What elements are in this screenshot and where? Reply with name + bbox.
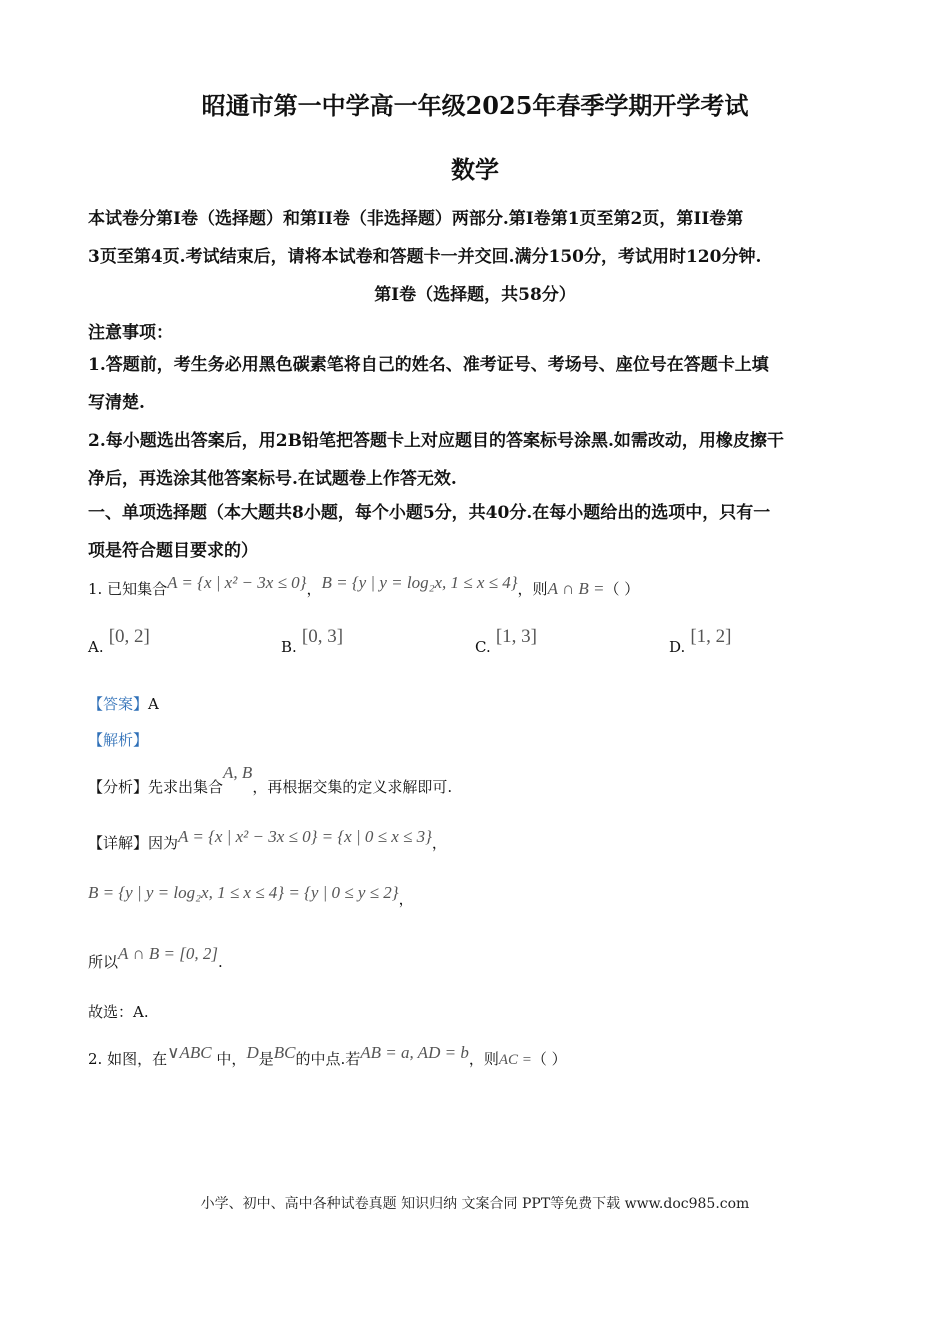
q1-set-b: B = {y | y = log₂x, 1 ≤ x ≤ 4} [321, 573, 518, 592]
q2-prefix: 2. 如图，在 [88, 1050, 168, 1068]
q1-paren: （ ） [604, 580, 640, 598]
part1-heading: 第I卷（选择题，共58分） [374, 285, 576, 305]
page-footer: 小学、初中、高中各种试卷真题 知识归纳 文案合同 PPT等免费下载 www.doc985.com [200, 1196, 750, 1212]
subject-title: 数学 [451, 155, 499, 184]
q1-option-a[interactable] [88, 626, 150, 658]
q1-comma: ， [306, 580, 322, 598]
so-pre: 所以 [88, 953, 119, 971]
q1-set-a: A = {x | x² − 3x ≤ 0} [167, 573, 307, 592]
notice-heading: 注意事项： [88, 323, 173, 343]
q2-d: D [246, 1043, 259, 1062]
notice-item-1: 1.答题前，考生务必用黑色碳素笔将自己的姓名、准考证号、考场号、座位号在答题卡上填 [88, 355, 769, 375]
answer-value: A [148, 695, 159, 713]
q2-mid1: 中， [211, 1050, 247, 1068]
answer-tag: 【答案】 [88, 695, 149, 713]
q1-option-c[interactable] [475, 626, 537, 658]
notice-item-2: 2.每小题选出答案后，用2B铅笔把答题卡上对应题目的答案标号涂黑.如需改动，用橡皮擦干 [88, 431, 784, 451]
option-value: [1, 3] [495, 626, 537, 647]
intro-line-1: 本试卷分第I卷（选择题）和第II卷（非选择题）两部分.第I卷第1页至第2页，第II卷第 [88, 209, 744, 229]
q1-detail-b [88, 882, 414, 908]
q1-so [88, 944, 223, 972]
q1-option-b[interactable] [281, 626, 344, 658]
fenxi-sets: A, B [223, 763, 253, 782]
q2-then: ，则 [468, 1050, 499, 1068]
q1-expr: A ∩ B = [547, 579, 605, 598]
q2-is: 是 [258, 1050, 274, 1068]
q2-paren: （ ） [531, 1050, 567, 1068]
q2-ac: AC = [498, 1052, 532, 1068]
option-letter: D. [669, 638, 686, 656]
notice-item-2-cont: 净后，再选涂其他答案标号.在试题卷上作答无效. [88, 469, 457, 489]
q2-triangle: ∨ABC [167, 1043, 212, 1062]
fenxi-pre: 先求出集合 [148, 778, 224, 796]
q1-prefix: 1. 已知集合 [88, 580, 168, 598]
exam-title: 昭通市第一中学高一年级2025年春季学期开学考试 [201, 91, 749, 120]
q1-then: ，则 [517, 580, 548, 598]
q1-answer [88, 693, 159, 714]
detail-set-b: B = {y | y = log₂x, 1 ≤ x ≤ 4} = {y | 0 ≤ y ≤ 2} [88, 883, 399, 902]
detail-comma-2: ， [398, 890, 414, 908]
so-expr: A ∩ B = [0, 2] [118, 944, 218, 963]
q2-vectors: AB = a, AD = b [360, 1043, 469, 1062]
option-letter: C. [475, 638, 491, 656]
q2-mid2: 的中点.若 [295, 1050, 361, 1068]
section1-heading-cont: 项是符合题目要求的） [88, 541, 258, 561]
question-2 [88, 1043, 567, 1069]
intro-line-2: 3页至第4页.考试结束后，请将本试卷和答题卡一并交回.满分150分，考试用时120分钟. [88, 247, 762, 267]
q1-choose: 故选：A. [88, 1003, 149, 1021]
option-value: [1, 2] [690, 626, 732, 647]
question-1 [88, 573, 640, 599]
q2-bc: BC [273, 1043, 296, 1062]
detail-pre: 因为 [148, 834, 179, 852]
option-letter: A. [88, 638, 104, 656]
q1-analysis-tag: 【解析】 [88, 731, 149, 749]
notice-item-1-cont: 写清楚. [88, 393, 145, 413]
fenxi-tag: 【分析】 [88, 778, 149, 796]
section1-heading: 一、单项选择题（本大题共8小题，每个小题5分，共40分.在每小题给出的选项中，只有一 [88, 503, 771, 523]
detail-set-a: A = {x | x² − 3x ≤ 0} = {x | 0 ≤ x ≤ 3} [178, 827, 432, 846]
fenxi-post: ，再根据交集的定义求解即可. [252, 778, 453, 796]
q1-detail [88, 827, 447, 853]
detail-comma: ， [431, 834, 447, 852]
q1-option-d[interactable] [669, 626, 732, 658]
so-end: . [217, 953, 223, 971]
detail-tag: 【详解】 [88, 834, 149, 852]
q1-fenxi [88, 763, 453, 797]
option-letter: B. [281, 638, 297, 656]
option-value: [0, 3] [301, 626, 344, 647]
option-value: [0, 2] [108, 626, 150, 647]
